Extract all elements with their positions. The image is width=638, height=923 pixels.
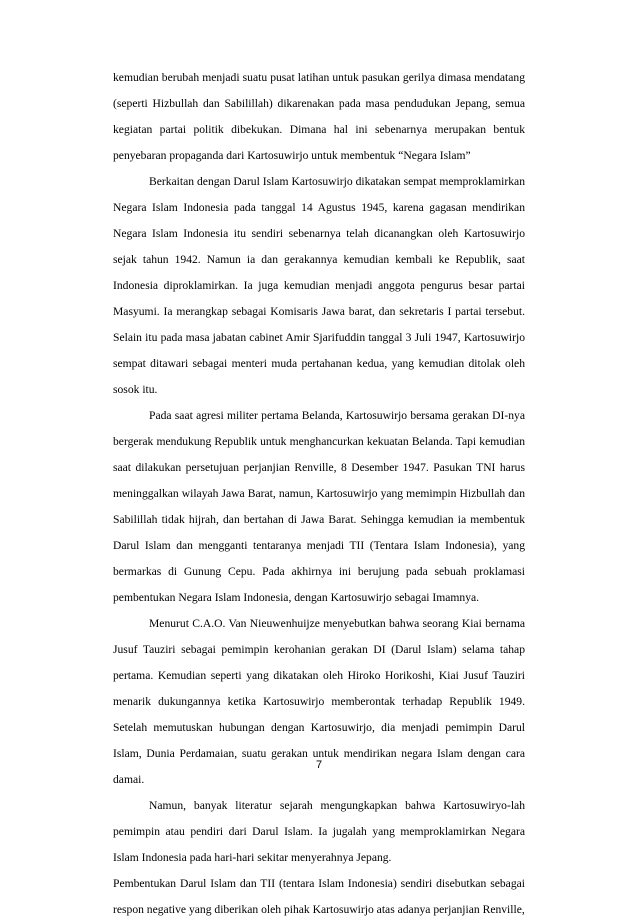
body-text: [113, 65, 525, 923]
paragraph-6: Pembentukan Darul Islam dan TII (tentara Islam Indonesia) sendiri disebutkan sebagai respon negative yang diberikan oleh pihak Kartosuwirjo atas adanya perjanjian Renville,: [113, 877, 525, 916]
page-number: 7: [315, 759, 323, 771]
paragraph-4: Menurut C.A.O. Van Nieuwenhuijze menyebutkan bahwa seorang Kiai bernama Jusuf Tauziri sebagai pemimpin kerohanian gerakan DI (Darul Islam) selama tahap pertama. Kemudian seperti yang dikatakan oleh Hiroko Horikoshi, Kiai Jusuf Tauziri menarik dukungannya ketika Kartosuwirjo memberontak terhadap Republik 1949. Setelah memutuskan hubungan dengan Kartosuwirjo, dia menjadi pemimpin Darul Islam, Dunia Perdamaian, suatu gerakan untuk mendirikan negara Islam dengan cara damai.: [113, 617, 525, 786]
paragraph-3: Pada saat agresi militer pertama Belanda, Kartosuwirjo bersama gerakan DI-nya bergerak mendukung Republik untuk menghancurkan kekuatan Belanda. Tapi kemudian saat dilakukan persetujuan perjanjian Renville, 8 Desember 1947. Pasukan TNI harus meninggalkan wilayah Jawa Barat, namun, Kartosuwirjo yang memimpin Hizbullah dan Sabilillah tidak hijrah, dan bertahan di Jawa Barat. Sehingga kemudian ia membentuk Darul Islam dan mengganti tentaranya menjadi TII (Tentara Islam Indonesia), yang bermarkas di Gunung Cepu. Pada akhirnya ini berujung pada sebuah proklamasi pembentukan Negara Islam Indonesia, dengan Kartosuwirjo sebagai Imamnya.: [113, 409, 525, 604]
paragraph-2: Berkaitan dengan Darul Islam Kartosuwirjo dikatakan sempat memproklamirkan Negara Islam Indonesia pada tanggal 14 Agustus 1945, karena gagasan mendirikan Negara Islam Indonesia itu sendiri sebenarnya telah dicanangkan oleh Kartosuwirjo sejak tahun 1942. Namun ia dan gerakannya kemudian kembali ke Republik, saat Indonesia diproklamirkan. Ia juga kemudian menjadi anggota pengurus besar partai Masyumi. Ia merangkap sebagai Komisaris Jawa barat, dan sekretaris I partai tersebut. Selain itu pada masa jabatan cabinet Amir Sjarifuddin tanggal 3 Juli 1947, Kartosuwirjo sempat ditawari sebagai menteri muda pertahanan kedua, yang kemudian ditolak oleh sosok itu.: [113, 175, 525, 396]
paragraph-5: Namun, banyak literatur sejarah mengungkapkan bahwa Kartosuwiryo-lah pemimpin atau pendiri dari Darul Islam. Ia jugalah yang memproklamirkan Negara Islam Indonesia pada hari-hari sekitar menyerahnya Jepang.: [113, 799, 525, 864]
paragraph-1: kemudian berubah menjadi suatu pusat latihan untuk pasukan gerilya dimasa mendatang (seperti Hizbullah dan Sabilillah) dikarenakan pada masa pendudukan Jepang, semua kegiatan partai politik dibekukan. Dimana hal ini sebenarnya merupakan bentuk penyebaran propaganda dari Kartosuwirjo untuk membentuk “Negara Islam”: [113, 71, 525, 162]
